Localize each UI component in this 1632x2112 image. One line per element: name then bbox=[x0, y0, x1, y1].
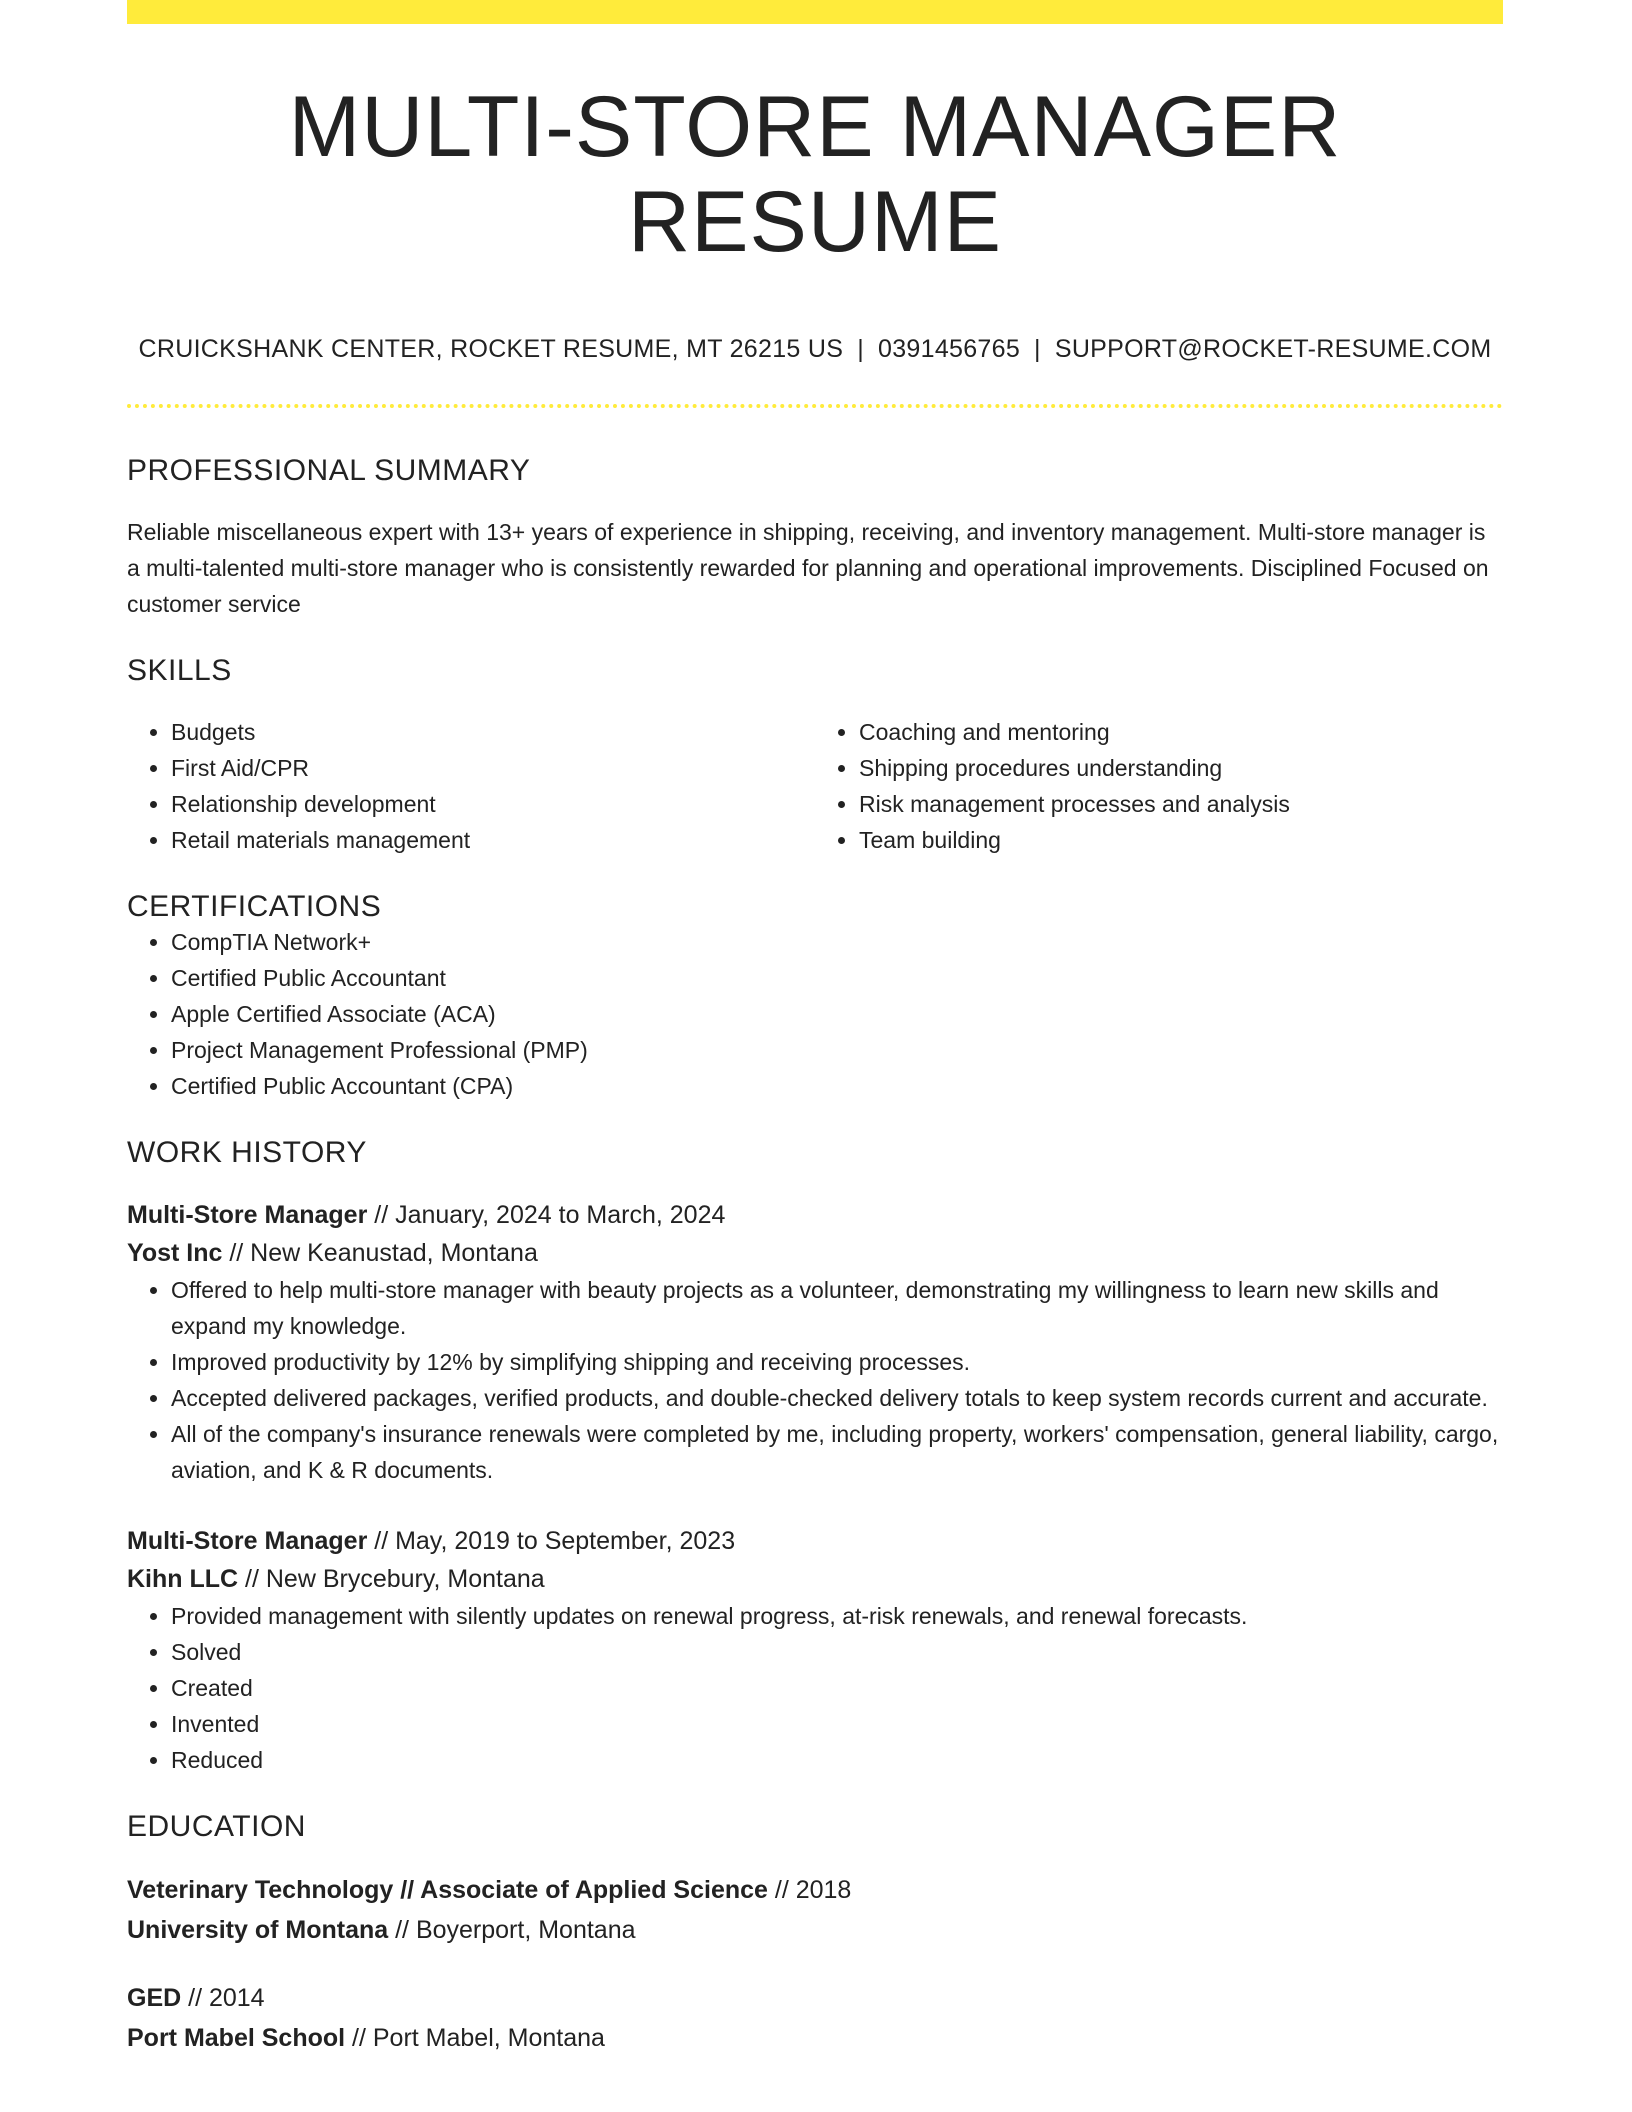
job-bullet: • Reduced bbox=[171, 1742, 1503, 1778]
education-heading: EDUCATION bbox=[127, 1810, 306, 1844]
job-header bbox=[127, 1522, 1503, 1598]
contact-line bbox=[127, 335, 1503, 364]
job-bullet: • Offered to help multi-store manager with beauty projects as a volunteer, demonstrating my willingness to learn new skills and expand my knowledge. bbox=[171, 1272, 1503, 1344]
job-role-line bbox=[127, 1522, 1503, 1560]
summary-heading: PROFESSIONAL SUMMARY bbox=[127, 454, 531, 488]
education-school: University of Montana bbox=[127, 1916, 389, 1945]
contact-separator: | bbox=[1034, 335, 1041, 364]
certifications-list bbox=[127, 924, 1503, 1104]
job-bullets bbox=[127, 1272, 1503, 1488]
dotted-divider bbox=[127, 404, 1503, 408]
certification-item: • Apple Certified Associate (ACA) bbox=[171, 996, 1503, 1032]
education-school: Port Mabel School bbox=[127, 2024, 346, 2053]
education-entry bbox=[127, 1870, 1503, 1950]
job-bullet: • Invented bbox=[171, 1706, 1503, 1742]
job-company-line bbox=[127, 1560, 1503, 1598]
education-degree: Veterinary Technology // Associate of Applied Science bbox=[127, 1876, 768, 1905]
education-year: // 2014 bbox=[181, 1984, 265, 2013]
job-dates: // May, 2019 to September, 2023 bbox=[367, 1527, 736, 1556]
contact-address: CRUICKSHANK CENTER, ROCKET RESUME, MT 26215 US bbox=[138, 335, 844, 364]
job-bullet: • Created bbox=[171, 1670, 1503, 1706]
job-bullet: • All of the company's insurance renewals were completed by me, including property, workers' compensation, general liability, cargo, aviation, and K & R documents. bbox=[171, 1416, 1503, 1488]
education-location: // Port Mabel, Montana bbox=[345, 2024, 605, 2053]
certification-item: • Certified Public Accountant (CPA) bbox=[171, 1068, 1503, 1104]
job-bullets bbox=[127, 1598, 1503, 1778]
job-company: Yost Inc bbox=[127, 1239, 223, 1268]
skill-item: • Budgets bbox=[171, 714, 815, 750]
skills-grid bbox=[127, 714, 1503, 858]
job-role-line bbox=[127, 1196, 1503, 1234]
skill-item: • Relationship development bbox=[171, 786, 815, 822]
skills-list-left bbox=[127, 714, 815, 858]
education-degree: GED bbox=[127, 1984, 182, 2013]
skill-item: • Retail materials management bbox=[171, 822, 815, 858]
job-location: // New Keanustad, Montana bbox=[222, 1239, 538, 1268]
education-entry bbox=[127, 1978, 1503, 2058]
certification-item: • Project Management Professional (PMP) bbox=[171, 1032, 1503, 1068]
skill-item: • Risk management processes and analysis bbox=[859, 786, 1503, 822]
resume-page bbox=[127, 0, 1503, 2058]
job-location: // New Brycebury, Montana bbox=[238, 1565, 545, 1594]
job-bullet: • Accepted delivered packages, verified products, and double-checked delivery totals to keep system records current and accurate. bbox=[171, 1380, 1503, 1416]
education-school-line bbox=[127, 2018, 1503, 2058]
job-company-line bbox=[127, 1234, 1503, 1272]
certifications-heading: CERTIFICATIONS bbox=[127, 890, 382, 924]
education-year: // 2018 bbox=[767, 1876, 852, 1905]
education-location: // Boyerport, Montana bbox=[388, 1916, 636, 1945]
summary-text: Reliable miscellaneous expert with 13+ years of experience in shipping, receiving, and inventory management. Multi-store manager is a multi-talented multi-store manager who is consistently rewarded for planning and operational improvements. Disciplined Focused on customer service bbox=[127, 519, 1489, 618]
education-school-line bbox=[127, 1910, 1503, 1950]
contact-email[interactable]: SUPPORT@ROCKET-RESUME.COM bbox=[1054, 335, 1492, 364]
certification-item: • CompTIA Network+ bbox=[171, 924, 1503, 960]
contact-separator: | bbox=[857, 335, 864, 364]
job-bullet: • Provided management with silently updates on renewal progress, at-risk renewals, and renewal forecasts. bbox=[171, 1598, 1503, 1634]
contact-phone: 0391456765 bbox=[878, 335, 1021, 364]
job-company: Kihn LLC bbox=[127, 1565, 239, 1594]
skill-item: • First Aid/CPR bbox=[171, 750, 815, 786]
resume-title: MULTI-STORE MANAGER RESUME bbox=[288, 79, 1342, 270]
education-degree-line bbox=[127, 1978, 1503, 2018]
skills-heading: SKILLS bbox=[127, 654, 232, 688]
job-dates: // January, 2024 to March, 2024 bbox=[367, 1201, 726, 1230]
education-degree-line bbox=[127, 1870, 1503, 1910]
job-role: Multi-Store Manager bbox=[127, 1527, 368, 1556]
skill-item: • Shipping procedures understanding bbox=[859, 750, 1503, 786]
skill-item: • Team building bbox=[859, 822, 1503, 858]
job-header bbox=[127, 1196, 1503, 1272]
skill-item: • Coaching and mentoring bbox=[859, 714, 1503, 750]
job-bullet: • Solved bbox=[171, 1634, 1503, 1670]
job-bullet: • Improved productivity by 12% by simplifying shipping and receiving processes. bbox=[171, 1344, 1503, 1380]
certification-item: • Certified Public Accountant bbox=[171, 960, 1503, 996]
top-accent-bar bbox=[127, 0, 1503, 24]
job-role: Multi-Store Manager bbox=[127, 1201, 368, 1230]
skills-list-right bbox=[815, 714, 1503, 858]
work-history-heading: WORK HISTORY bbox=[127, 1136, 367, 1170]
